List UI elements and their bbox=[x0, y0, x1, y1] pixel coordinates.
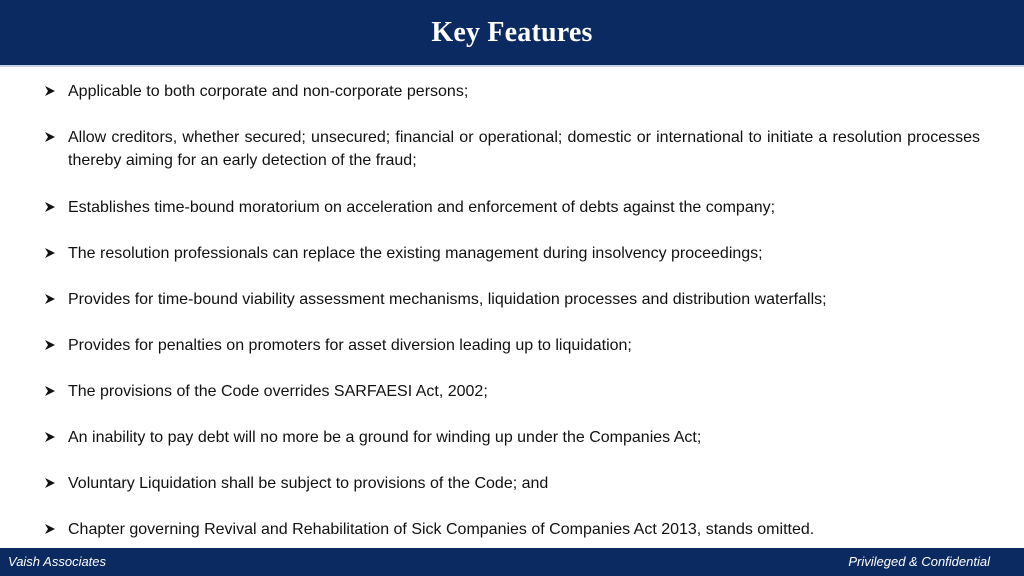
arrowhead-bullet-icon bbox=[44, 380, 68, 402]
list-item bbox=[44, 242, 980, 265]
list-item bbox=[44, 334, 980, 357]
list-item bbox=[44, 288, 980, 311]
bullet-text: Establishes time-bound moratorium on acceleration and enforcement of debts against the company; bbox=[68, 199, 776, 216]
arrowhead-bullet-icon bbox=[44, 242, 68, 264]
bullet-text: Chapter governing Revival and Rehabilitation of Sick Companies of Companies Act 2013, stands omitted. bbox=[68, 521, 815, 538]
bullet-text: An inability to pay debt will no more be a ground for winding up under the Companies Act; bbox=[68, 429, 702, 446]
bullet-text: Provides for penalties on promoters for asset diversion leading up to liquidation; bbox=[68, 337, 632, 354]
bullet-text: Provides for time-bound viability assessment mechanisms, liquidation processes and distribution waterfalls; bbox=[68, 291, 827, 308]
bullet-text: Applicable to both corporate and non-corporate persons; bbox=[68, 83, 469, 100]
arrowhead-bullet-icon bbox=[44, 518, 68, 540]
arrowhead-bullet-icon bbox=[44, 126, 68, 148]
arrowhead-bullet-icon bbox=[44, 426, 68, 448]
list-item bbox=[44, 380, 980, 403]
bullet-text: The provisions of the Code overrides SARFAESI Act, 2002; bbox=[68, 383, 488, 400]
slide-footer bbox=[0, 548, 1024, 576]
bullet-text: The resolution professionals can replace the existing management during insolvency proceedings; bbox=[68, 245, 763, 262]
arrowhead-bullet-icon bbox=[44, 196, 68, 218]
list-item bbox=[44, 80, 980, 103]
arrowhead-bullet-icon bbox=[44, 288, 68, 310]
bullet-text: Allow creditors, whether secured; unsecured; financial or operational; domestic or international to initiate a resolution processes thereby aiming for an early detection of the fraud; bbox=[68, 129, 980, 169]
arrowhead-bullet-icon bbox=[44, 80, 68, 102]
list-item bbox=[44, 426, 980, 449]
bullet-text: Voluntary Liquidation shall be subject to provisions of the Code; and bbox=[68, 475, 549, 492]
arrowhead-bullet-icon bbox=[44, 334, 68, 356]
list-item bbox=[44, 196, 980, 219]
slide-title: Key Features bbox=[431, 16, 593, 48]
list-item bbox=[44, 126, 980, 172]
list-item bbox=[44, 472, 980, 495]
arrowhead-bullet-icon bbox=[44, 472, 68, 494]
list-item bbox=[44, 518, 980, 541]
footer-confidentiality: Privileged & Confidential bbox=[848, 554, 990, 569]
footer-firm-name: Vaish Associates bbox=[8, 554, 107, 569]
